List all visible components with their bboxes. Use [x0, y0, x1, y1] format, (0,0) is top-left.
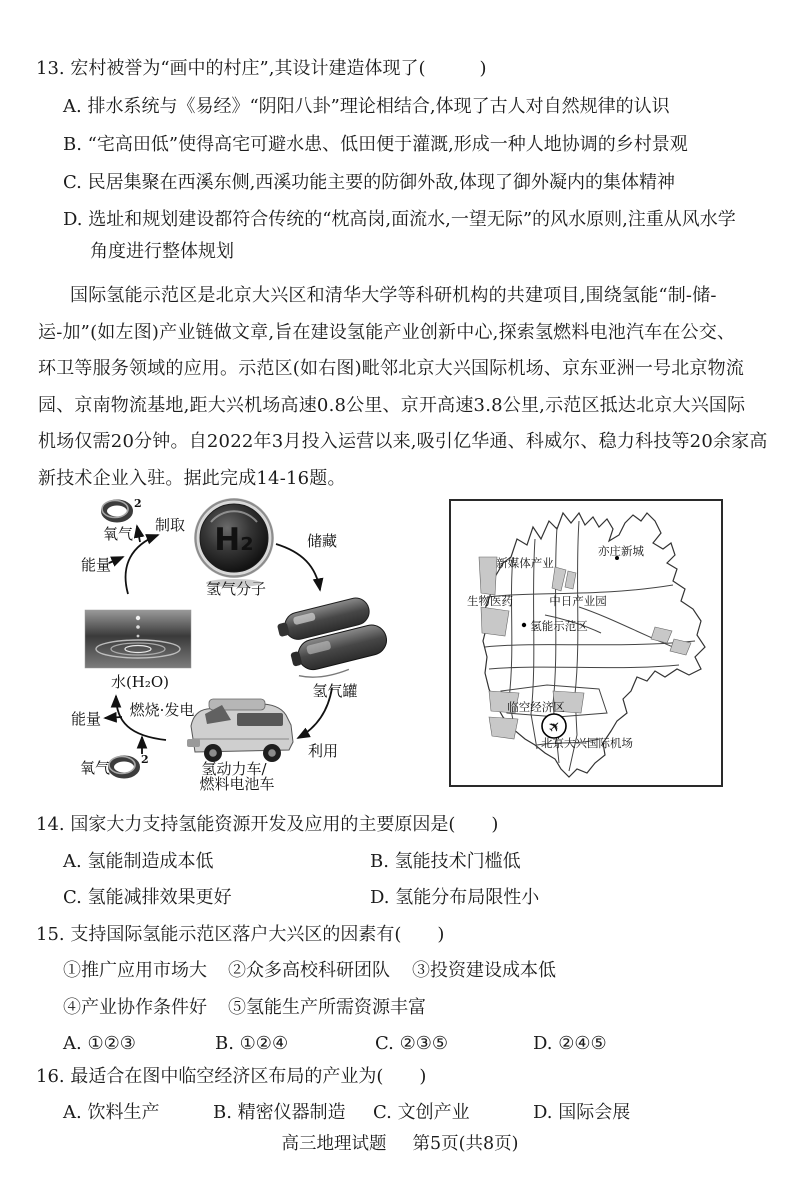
o2-superscript-bottom: 2: [141, 753, 149, 766]
q16-stem: 16. 最适合在图中临空经济区布局的产业为( ): [36, 1066, 427, 1087]
q15-option-a: A. ①②③: [63, 1033, 136, 1054]
daxing-district-map: [449, 499, 723, 787]
q15-item-3: ③投资建设成本低: [412, 960, 556, 981]
airplane-icon: ✈: [543, 715, 566, 738]
passage-line-3: 环卫等服务领域的应用。示范区(如右图)毗邻北京大兴国际机场、京东亚洲一号北京物流: [38, 358, 745, 379]
q15-item-2: ②众多高校科研团队: [228, 960, 390, 981]
q15-option-b: B. ①②④: [215, 1033, 289, 1054]
energy-bottom-label: 能量: [70, 710, 102, 728]
q13-option-b: B. “宅高田低”使得高宅可避水患、低田便于灌溉,形成一种人地协调的乡村景观: [63, 134, 688, 155]
arrow-water-to-produce: [126, 535, 158, 594]
q15-item-4: ④产业协作条件好: [63, 997, 207, 1018]
label-xinmeiti: 新媒体产业: [496, 556, 554, 570]
o2-icon-bottom: [109, 753, 149, 776]
hydrogen-tanks-image: [275, 593, 390, 685]
label-qingneng: 氢能示范区: [530, 619, 588, 633]
q13-option-a: A. 排水系统与《易经》“阴阳八卦”理论相结合,体现了古人对自然规律的认识: [63, 96, 670, 117]
q13-option-c: C. 民居集聚在西溪东侧,西溪功能主要的防御外敌,体现了御外凝内的集体精神: [63, 172, 676, 193]
page-footer: [0, 1130, 800, 1155]
oxygen-top-label: 氧气: [102, 525, 134, 543]
q15-item-1: ①推广应用市场大: [63, 960, 207, 981]
q13-stem: 13. 宏村被誉为“画中的村庄”,其设计建造体现了( ): [36, 58, 487, 79]
arrow-energy-bottom: [105, 717, 122, 718]
label-yizhuang: 亦庄新城: [598, 544, 644, 558]
label-zhongri: 中日产业园: [549, 594, 607, 608]
burn-label: 燃烧·发电: [129, 701, 195, 719]
fuel-cell-van-image: [187, 699, 293, 762]
passage-line-6: 新技术企业入驻。据此完成14-16题。: [38, 468, 346, 489]
q14-option-c: C. 氢能减排效果更好: [63, 887, 232, 908]
oxygen-bottom-label: 氧气: [79, 759, 111, 777]
passage-line-1: 国际氢能示范区是北京大兴区和清华大学等科研机构的共建项目,围绕氢能“制-储-: [70, 285, 717, 306]
o2-icon-top: [102, 497, 142, 520]
q16-option-d: D. 国际会展: [533, 1102, 631, 1123]
o2-superscript-top: 2: [134, 497, 142, 510]
q16-option-b: B. 精密仪器制造: [213, 1102, 346, 1123]
store-label: 储藏: [306, 532, 338, 550]
q16-option-a: A. 饮料生产: [63, 1102, 160, 1123]
footer-exam-title: 高三地理试题: [281, 1134, 387, 1154]
q14-stem: 14. 国家大力支持氢能资源开发及应用的主要原因是( ): [36, 814, 499, 835]
airport-icon: [542, 714, 566, 738]
q14-option-a: A. 氢能制造成本低: [63, 851, 214, 872]
q15-option-c: C. ②③⑤: [375, 1033, 448, 1054]
produce-label: 制取: [154, 516, 186, 534]
tank-label: 氢气罐: [312, 682, 358, 700]
h2-badge: [194, 498, 274, 587]
water-label: 水(H₂O): [110, 673, 170, 691]
vehicle-label-1: 氢动力车/: [201, 760, 267, 778]
q16-option-c: C. 文创产业: [373, 1102, 470, 1123]
passage-line-2: 运-加”(如左图)产业链做文章,旨在建设氢能产业创新中心,探索氢燃料电池汽车在公交、: [38, 322, 736, 343]
label-linkong: 临空经济区: [507, 700, 565, 714]
q14-option-d: D. 氢能分布局限性小: [370, 887, 540, 908]
arrow-h2-to-tank: [276, 544, 320, 590]
passage-line-5: 机场仅需20分钟。自2022年3月投入运营以来,吸引亿华通、科威尔、稳力科技等20余家高: [38, 431, 768, 452]
h2-logo-text: H₂: [214, 522, 254, 558]
q15-stem: 15. 支持国际氢能示范区落户大兴区的因素有( ): [36, 924, 445, 945]
energy-top-label: 能量: [80, 556, 112, 574]
molecule-label: 氢气分子: [205, 580, 267, 598]
q14-option-b: B. 氢能技术门槛低: [370, 851, 521, 872]
use-label: 利用: [307, 742, 339, 760]
hydrogen-cycle-diagram: [60, 490, 390, 802]
label-shengwu: 生物医药: [467, 594, 513, 608]
q15-option-d: D. ②④⑤: [533, 1033, 607, 1054]
q13-option-d-line2: 角度进行整体规划: [90, 241, 234, 262]
footer-page-number: 第5页(共8页): [412, 1134, 519, 1154]
passage-line-4: 园、京南物流基地,距大兴机场高速0.8公里、京开高速3.8公里,示范区抵达北京大兴国际: [38, 395, 746, 416]
label-airport: 北京大兴国际机场: [541, 736, 633, 750]
hydrogen-zone-dot: [522, 623, 526, 627]
vehicle-label-2: 燃料电池车: [199, 775, 275, 793]
water-photo: [85, 610, 191, 668]
q15-item-5: ⑤氢能生产所需资源丰富: [228, 997, 426, 1018]
arrow-to-oxygen-top: [137, 526, 140, 542]
q13-option-d: D. 选址和规划建设都符合传统的“枕高岗,面流水,一望无际”的风水原则,注重从风水学: [63, 209, 736, 230]
arrow-energy-top: [109, 557, 123, 563]
